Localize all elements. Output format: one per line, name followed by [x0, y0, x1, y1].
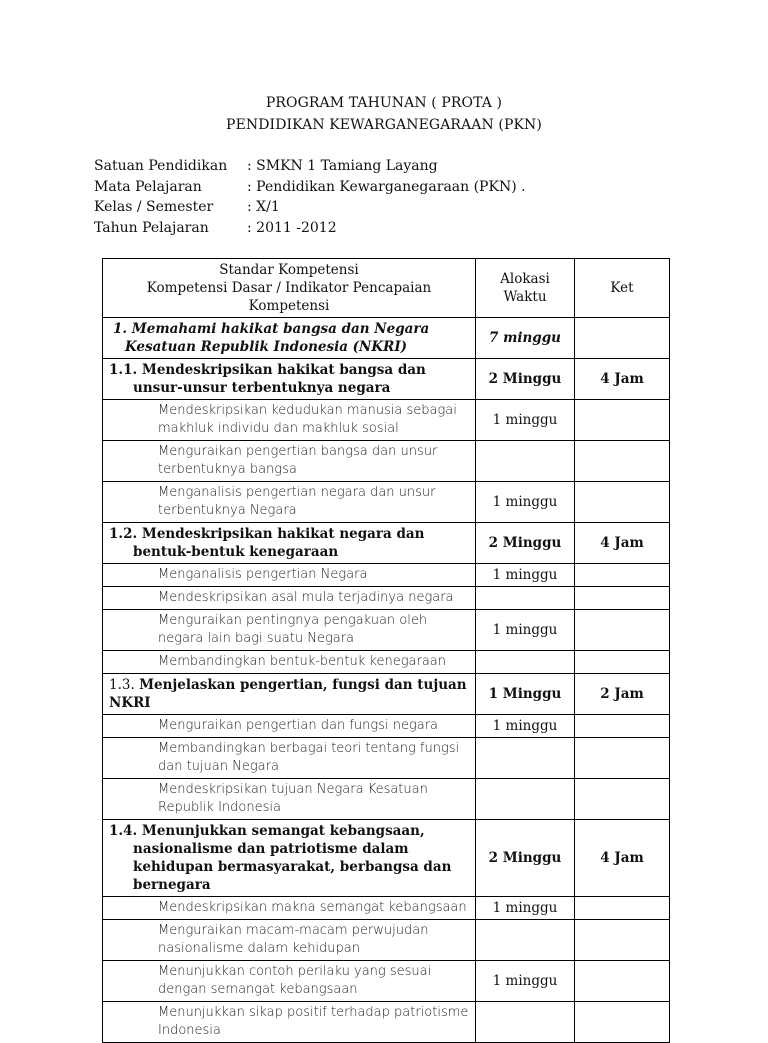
- table-row: [103, 523, 670, 564]
- row-indikator-text: Membandingkan berbagai teori tentang fungsi dan tujuan Negara: [103, 738, 476, 779]
- table-row: [103, 674, 670, 715]
- row-ket: 4 Jam: [575, 523, 670, 564]
- row-sk-text: 1. Memahami hakikat bangsa dan Negara Kesatuan Republik Indonesia (NKRI): [103, 318, 476, 359]
- row-kd-title: Menjelaskan pengertian, fungsi dan tujuan NKRI: [109, 677, 467, 711]
- row-alokasi: 1 minggu: [476, 961, 575, 1002]
- row-alokasi: 1 minggu: [476, 564, 575, 587]
- table-row: [103, 1002, 670, 1043]
- table-row: [103, 564, 670, 587]
- header-alokasi: [476, 259, 575, 318]
- row-ket: 2 Jam: [575, 674, 670, 715]
- row-alokasi: 1 minggu: [476, 715, 575, 738]
- info-value-kelas: : X/1: [247, 199, 280, 215]
- row-indikator-text: Mendeskripsikan kedudukan manusia sebagai makhluk individu dan makhluk sosial: [103, 400, 476, 441]
- table-row: [103, 779, 670, 820]
- info-value-mapel: : Pendidikan Kewarganegaraan (PKN) .: [247, 179, 526, 195]
- row-indikator-text: Membandingkan bentuk-bentuk kenegaraan: [103, 651, 476, 674]
- info-label-mapel: Mata Pelajaran: [94, 179, 202, 195]
- row-alokasi: [476, 441, 575, 482]
- row-alokasi: 1 minggu: [476, 400, 575, 441]
- table-row: [103, 738, 670, 779]
- row-kd-number: 1.3.: [109, 677, 140, 693]
- row-ket: [575, 610, 670, 651]
- table-row: [103, 651, 670, 674]
- prota-table: [102, 258, 670, 1043]
- row-indikator-text: Mendeskripsikan asal mula terjadinya negara: [103, 587, 476, 610]
- row-indikator-text: Menunjukkan sikap positif terhadap patriotisme Indonesia: [103, 1002, 476, 1043]
- row-ket: [575, 897, 670, 920]
- row-ket: [575, 1002, 670, 1043]
- row-indikator-text: Menunjukkan contoh perilaku yang sesuai dengan semangat kebangsaan: [103, 961, 476, 1002]
- table-row: [103, 610, 670, 651]
- header-kompetensi: [103, 259, 476, 318]
- row-ket: [575, 587, 670, 610]
- row-ket: [575, 738, 670, 779]
- row-kd-text: 1.4. Menunjukkan semangat kebangsaan, nasionalisme dan patriotisme dalam kehidupan bermasyarakat, berbangsa dan bernegara: [103, 820, 476, 897]
- row-ket: [575, 441, 670, 482]
- row-ket: 4 Jam: [575, 820, 670, 897]
- table-header-row: [103, 259, 670, 318]
- row-ket: 4 Jam: [575, 359, 670, 400]
- document-title-line1: PROGRAM TAHUNAN ( PROTA ): [265, 95, 503, 111]
- table-row: [103, 820, 670, 897]
- info-value-tahun: : 2011 -2012: [247, 220, 337, 236]
- table-row: [103, 482, 670, 523]
- header-ket: Ket: [575, 259, 670, 318]
- row-alokasi: [476, 651, 575, 674]
- row-ket: [575, 779, 670, 820]
- row-indikator-text: Menguraikan macam-macam perwujudan nasionalisme dalam kehidupan: [103, 920, 476, 961]
- header-alokasi-line1: Alokasi: [500, 271, 550, 287]
- info-label-satuan: Satuan Pendidikan: [94, 158, 228, 174]
- row-indikator-text: Menganalisis pengertian Negara: [103, 564, 476, 587]
- info-label-kelas: Kelas / Semester: [94, 199, 214, 215]
- header-kompetensi-line2: Kompetensi Dasar / Indikator Pencapaian Kompetensi: [146, 280, 432, 314]
- row-kd-text: 1.1. Mendeskripsikan hakikat bangsa dan unsur-unsur terbentuknya negara: [103, 359, 476, 400]
- row-alokasi: 1 minggu: [476, 482, 575, 523]
- info-label-tahun: Tahun Pelajaran: [94, 220, 209, 236]
- row-alokasi: 2 Minggu: [476, 359, 575, 400]
- row-ket: [575, 715, 670, 738]
- table-row: [103, 961, 670, 1002]
- table-row: [103, 897, 670, 920]
- row-ket: [575, 482, 670, 523]
- row-alokasi: [476, 738, 575, 779]
- row-kd-text: 1.2. Mendeskripsikan hakikat negara dan bentuk-bentuk kenegaraan: [103, 523, 476, 564]
- header-kompetensi-line1: Standar Kompetensi: [219, 262, 359, 278]
- row-ket: [575, 400, 670, 441]
- row-alokasi: [476, 1002, 575, 1043]
- row-ket: [575, 961, 670, 1002]
- row-indikator-text: Mendeskripsikan makna semangat kebangsaan: [103, 897, 476, 920]
- table-row: [103, 441, 670, 482]
- row-indikator-text: Mendeskripsikan tujuan Negara Kesatuan Republik Indonesia: [103, 779, 476, 820]
- row-indikator-text: Menguraikan pentingnya pengakuan oleh negara lain bagi suatu Negara: [103, 610, 476, 651]
- row-kd-text: [103, 674, 476, 715]
- row-ket: [575, 564, 670, 587]
- row-alokasi: 1 minggu: [476, 897, 575, 920]
- info-value-satuan: : SMKN 1 Tamiang Layang: [247, 158, 438, 174]
- row-indikator-text: Menguraikan pengertian bangsa dan unsur terbentuknya bangsa: [103, 441, 476, 482]
- header-alokasi-line2: Waktu: [503, 289, 547, 305]
- row-ket: [575, 920, 670, 961]
- table-row: [103, 359, 670, 400]
- table-row: [103, 318, 670, 359]
- row-ket: [575, 318, 670, 359]
- table-row: [103, 587, 670, 610]
- row-ket: [575, 651, 670, 674]
- table-row: [103, 715, 670, 738]
- row-indikator-text: Menguraikan pengertian dan fungsi negara: [103, 715, 476, 738]
- row-alokasi: 1 minggu: [476, 610, 575, 651]
- document-title-line2: PENDIDIKAN KEWARGANEGARAAN (PKN): [226, 117, 542, 133]
- table-row: [103, 920, 670, 961]
- row-alokasi: [476, 920, 575, 961]
- row-indikator-text: Menganalisis pengertian negara dan unsur terbentuknya Negara: [103, 482, 476, 523]
- row-alokasi: [476, 587, 575, 610]
- table-row: [103, 400, 670, 441]
- row-alokasi: 7 minggu: [476, 318, 575, 359]
- row-alokasi: [476, 779, 575, 820]
- row-alokasi: 1 Minggu: [476, 674, 575, 715]
- row-alokasi: 2 Minggu: [476, 523, 575, 564]
- row-alokasi: 2 Minggu: [476, 820, 575, 897]
